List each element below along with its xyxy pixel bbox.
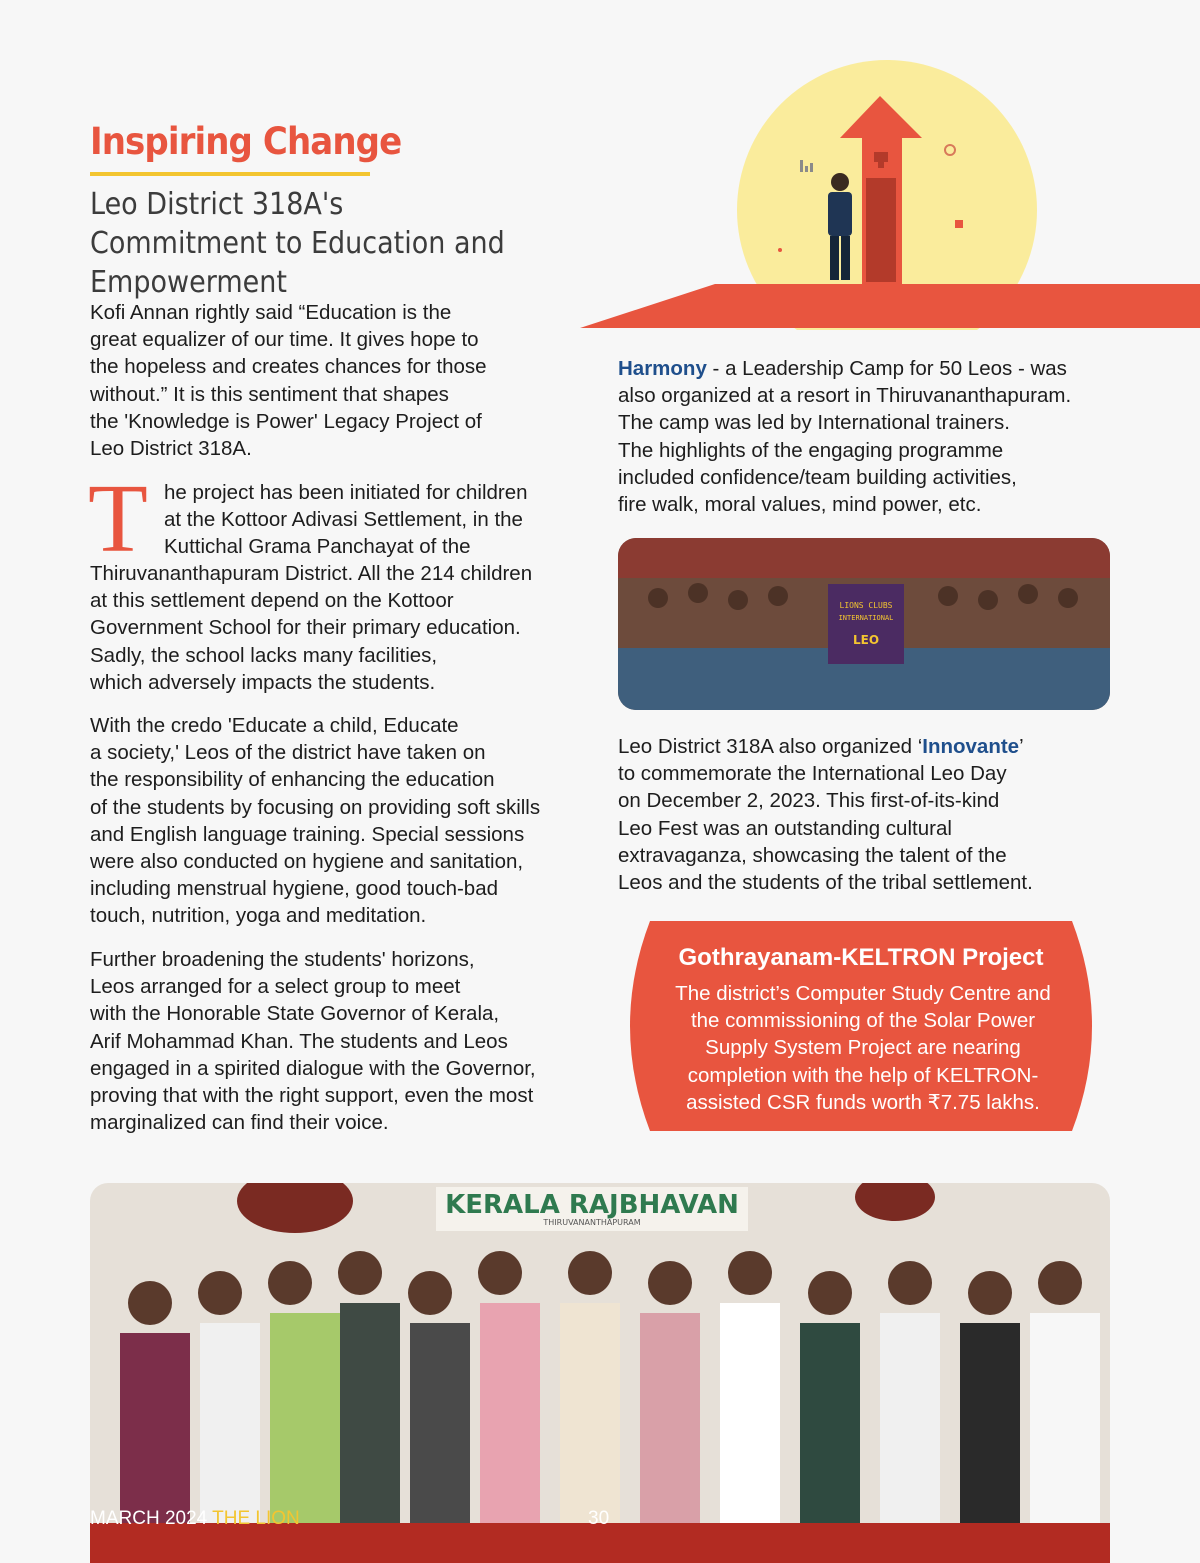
project-paragraph-start: he project has been initiated for children at the Kottoor Adivasi Settlement, in the Kuttichal Grama Panchayat of the [164, 481, 528, 559]
intro-paragraph: Kofi Annan rightly said “Education is the great equalizer of our time. It gives hope to the hopeless and creates chances for those without.” It is this sentiment that shapes the 'Knowledge is Power' Legacy Project of Leo District 318A. [90, 301, 487, 461]
banner-line-2: INTERNATIONAL [838, 614, 894, 622]
harmony-highlight: Harmony [618, 357, 707, 380]
banner-line-1: LIONS CLUBS [839, 601, 893, 610]
banner-line-3: LEO [852, 633, 880, 647]
leo-camp-group-photo [618, 538, 1110, 710]
growth-arrow-illustration [580, 60, 1200, 330]
page-number: 30 [588, 1508, 610, 1529]
section-kicker: Inspiring Change [90, 120, 402, 163]
magazine-name: THE LION [212, 1508, 300, 1529]
innovante-highlight: Innovante [922, 735, 1020, 758]
rajbhavan-group-photo [90, 1183, 1110, 1563]
sign-title: KERALA RAJBHAVAN [445, 1190, 739, 1220]
kicker-underline [90, 172, 370, 176]
credo-paragraph: With the credo 'Educate a child, Educate a society,' Leos of the district have taken on the responsibility of enhancing the education of the students by focusing on providing soft skills and English language training. Special sessions were also conducted on hygiene and sanitation, including menstrual hygiene, good touch-bad touch, nutrition, yoga and meditation. [90, 714, 541, 928]
dropcap-letter: T [88, 465, 148, 573]
innovante-text: ’ to commemorate the International Leo Day on December 2, 2023. This first-of-its-kind Leo Fest was an outstanding cultural extravaganza, showcasing the talent of the Leos and the students of the tribal settlement. [618, 735, 1033, 895]
issue-date: MARCH 2024 [90, 1508, 208, 1529]
project-paragraph-rest: Thiruvananthapuram District. All the 214 children at this settlement depend on the Kottoor Government School for their primary education. Sadly, the school lacks many facilities, which adversely impacts the students. [90, 562, 533, 694]
harmony-paragraph [618, 355, 1118, 518]
ground-wedge [580, 284, 1200, 328]
innovante-paragraph [618, 733, 1118, 896]
sign-subtitle: THIRUVANANTHAPURAM [543, 1218, 641, 1227]
callout-body: The district’s Computer Study Centre and the commissioning of the Solar Power Supply System Project are nearing completion with the help of KELTRON- assisted CSR funds worth ₹7.75 lakhs. [675, 982, 1051, 1114]
governor-paragraph: Further broadening the students' horizons, Leos arranged for a select group to meet with the Honorable State Governor of Kerala, Arif Mohammad Khan. The students and Leos engaged in a spirited dialogue with the Governor, proving that with the right support, even the most marginalized can find their voice. [90, 948, 536, 1135]
article-title: Leo District 318A's Commitment to Education and Empowerment [90, 187, 505, 300]
harmony-text: - a Leadership Camp for 50 Leos - was also organized at a resort in Thiruvananthapuram. The camp was led by International trainers. The highlights of the engaging programme included confidence/team building activities, fire walk, moral values, mind power, etc. [618, 357, 1072, 517]
callout-title: Gothrayanam-KELTRON Project [678, 944, 1044, 971]
innovante-intro: Leo District 318A also organized ‘ [618, 735, 923, 758]
issue-footer [90, 1508, 300, 1530]
